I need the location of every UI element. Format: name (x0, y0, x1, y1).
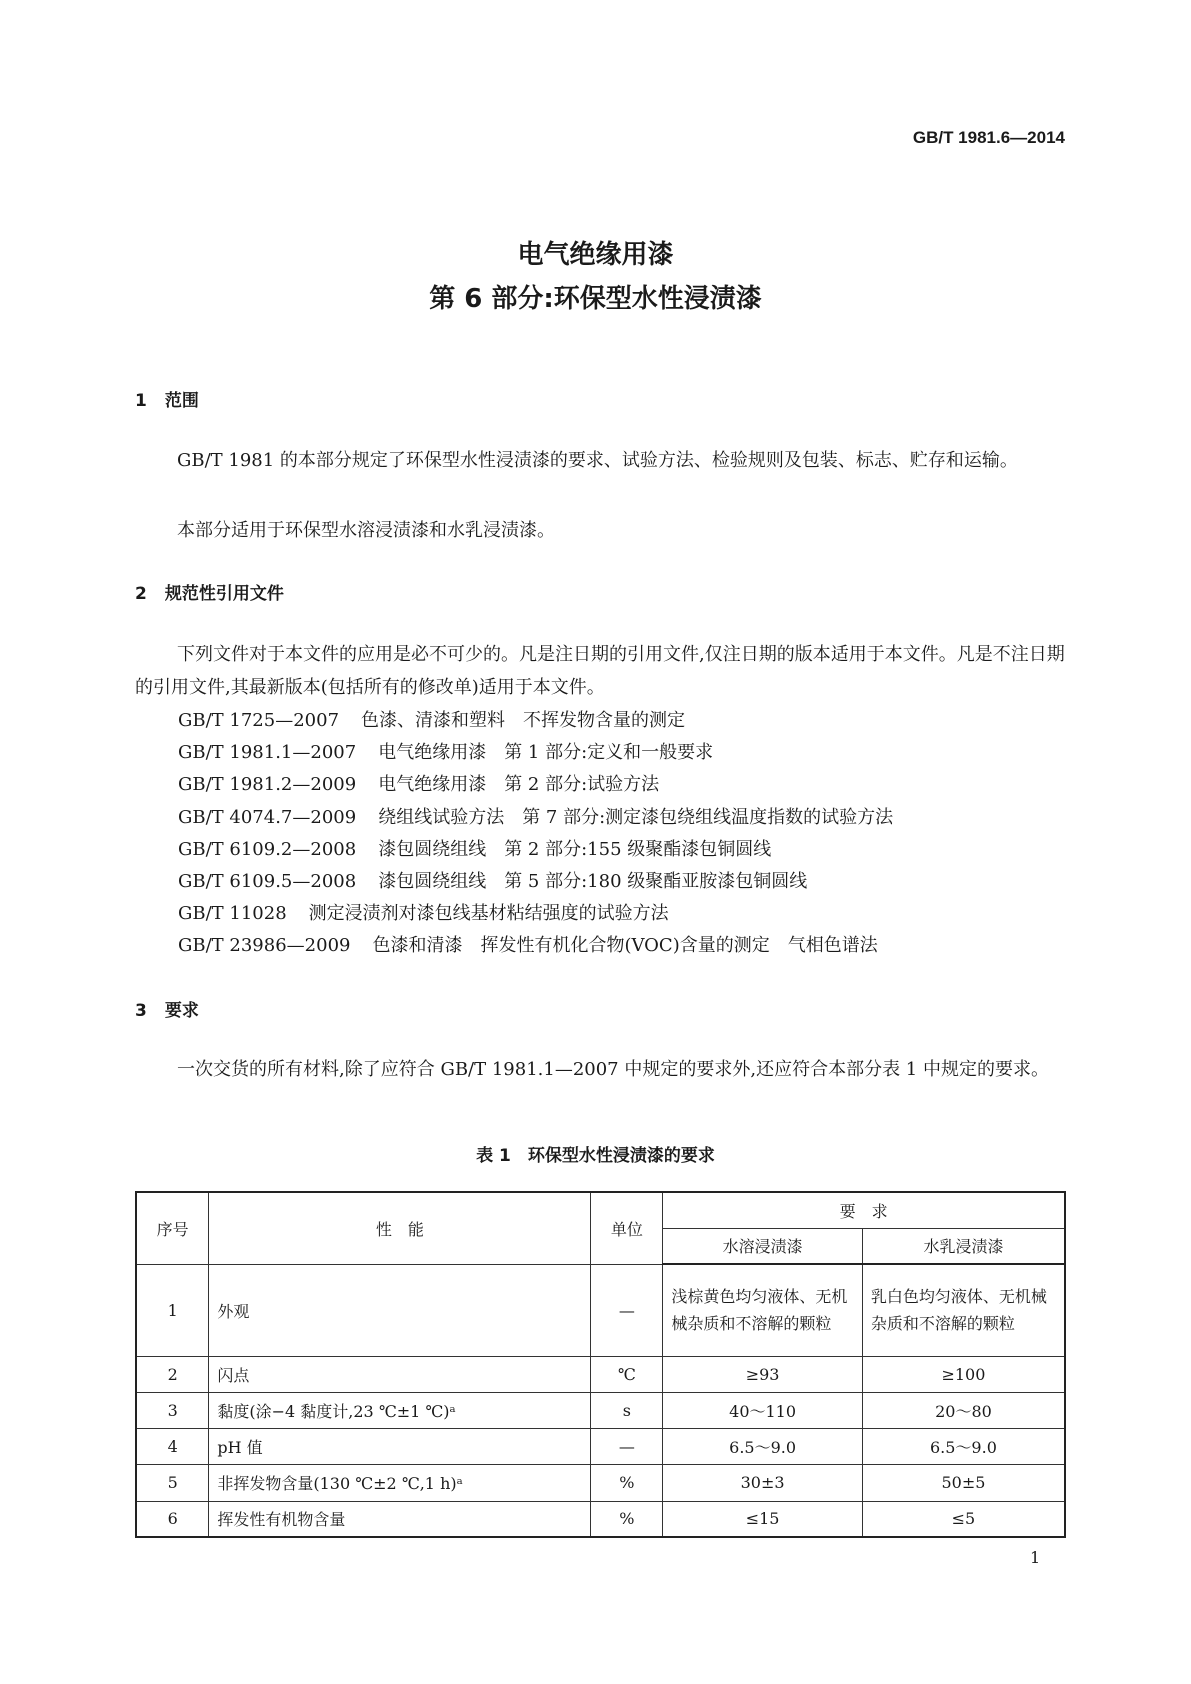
reference-code: GB/T 6109.2—2008 (178, 838, 357, 860)
reference-title: 漆包圆绕组线 第 5 部分:180 级聚酯亚胺漆包铜圆线 (378, 871, 808, 892)
reference-title: 电气绝缘用漆 第 2 部分:试验方法 (378, 774, 660, 796)
cell-water-emulsion: 20～80 (862, 1392, 1065, 1428)
reference-code: GB/T 6109.5—2008 (178, 871, 357, 892)
cell-property: 非挥发物含量(130 ℃±2 ℃,1 h)ᵃ (209, 1464, 591, 1501)
reference-item (178, 706, 685, 732)
section-title: 范围 (164, 391, 199, 411)
cell-unit: s (591, 1392, 663, 1428)
header-requirement: 要 求 (663, 1192, 1065, 1228)
cell-no: 4 (136, 1428, 209, 1464)
requirements-table (135, 1191, 1066, 1538)
cell-property: pH 值 (209, 1428, 591, 1464)
reference-code: GB/T 11028 (178, 903, 287, 925)
reference-item (178, 803, 893, 829)
reference-code: GB/T 1981.2—2009 (178, 774, 357, 796)
cell-no: 2 (136, 1356, 209, 1392)
cell-unit: — (591, 1264, 663, 1356)
cell-water-emulsion: 乳白色均匀液体、无机械杂质和不溶解的颗粒 (862, 1264, 1065, 1356)
reference-title: 色漆和清漆 挥发性有机化合物(VOC)含量的测定 气相色谱法 (372, 935, 878, 957)
section-title: 要求 (164, 1001, 199, 1021)
table-row (136, 1501, 1065, 1537)
header-water-soluble: 水溶浸渍漆 (663, 1228, 863, 1264)
reference-title: 漆包圆绕组线 第 2 部分:155 级聚酯漆包铜圆线 (378, 838, 772, 860)
cell-water-emulsion: ≤5 (862, 1501, 1065, 1537)
header-no: 序号 (136, 1192, 209, 1264)
reference-title: 测定浸渍剂对漆包线基材粘结强度的试验方法 (308, 903, 669, 925)
cell-no: 1 (136, 1264, 209, 1356)
cell-water-soluble: 30±3 (663, 1464, 863, 1501)
cell-water-soluble: ≥93 (663, 1356, 863, 1392)
reference-code: GB/T 4074.7—2009 (178, 806, 357, 828)
section-title: 规范性引用文件 (164, 584, 284, 604)
reference-item (178, 738, 713, 764)
doc-subtitle: 第 6 部分:环保型水性浸渍漆 (429, 284, 762, 314)
section-2-heading (135, 579, 284, 604)
cell-no: 3 (136, 1392, 209, 1428)
section-number: 2 (135, 584, 147, 604)
section-number: 3 (135, 1001, 147, 1021)
cell-unit: % (591, 1464, 663, 1501)
paragraph: 一次交货的所有材料,除了应符合 GB/T 1981.1—2007 中规定的要求外,还应符合本部分表 1 中规定的要求。 (177, 1059, 1049, 1080)
cell-water-emulsion: 50±5 (862, 1464, 1065, 1501)
paragraph: GB/T 1981 的本部分规定了环保型水性浸渍漆的要求、试验方法、检验规则及包装、标志、贮存和运输。 (177, 450, 1018, 471)
cell-property: 挥发性有机物含量 (209, 1501, 591, 1537)
standard-number: GB/T 1981.6—2014 (912, 128, 1065, 147)
cell-unit: ℃ (591, 1356, 663, 1392)
section-1-heading (135, 386, 199, 411)
header-water-emulsion: 水乳浸渍漆 (862, 1228, 1065, 1264)
table-caption: 表 1 环保型水性浸渍漆的要求 (476, 1146, 715, 1166)
reference-item (178, 835, 771, 861)
section-number: 1 (135, 391, 147, 411)
cell-no: 5 (136, 1464, 209, 1501)
cell-no: 6 (136, 1501, 209, 1537)
table-row (136, 1428, 1065, 1464)
section-3-heading (135, 996, 199, 1021)
cell-water-soluble: 浅棕黄色均匀液体、无机械杂质和不溶解的颗粒 (663, 1264, 863, 1356)
reference-code: GB/T 1725—2007 (178, 710, 340, 731)
cell-property: 闪点 (209, 1356, 591, 1392)
reference-code: GB/T 1981.1—2007 (178, 742, 357, 764)
reference-item (178, 931, 878, 957)
paragraph: 下列文件对于本文件的应用是必不可少的。凡是注日期的引用文件,仅注日期的版本适用于本文件。凡是不注日期的引用文件,其最新版本(包括所有的修改单)适用于本文件。 (135, 644, 1065, 698)
cell-property: 黏度(涂−4 黏度计,23 ℃±1 ℃)ᵃ (209, 1392, 591, 1428)
cell-property: 外观 (209, 1264, 591, 1356)
doc-title: 电气绝缘用漆 (517, 240, 674, 270)
header-property: 性 能 (209, 1192, 591, 1264)
cell-water-emulsion: 6.5～9.0 (862, 1428, 1065, 1464)
reference-title: 绕组线试验方法 第 7 部分:测定漆包绕组线温度指数的试验方法 (378, 806, 894, 828)
header-unit: 单位 (591, 1192, 663, 1264)
reference-title: 电气绝缘用漆 第 1 部分:定义和一般要求 (378, 742, 714, 764)
cell-unit: — (591, 1428, 663, 1464)
reference-item (178, 899, 669, 925)
reference-item (178, 867, 807, 893)
reference-title: 色漆、清漆和塑料 不挥发物含量的测定 (361, 710, 686, 731)
page-number: 1 (1030, 1548, 1041, 1567)
table-row (136, 1464, 1065, 1501)
cell-water-soluble: 6.5～9.0 (663, 1428, 863, 1464)
table-row (136, 1356, 1065, 1392)
paragraph: 本部分适用于环保型水溶浸渍漆和水乳浸渍漆。 (177, 520, 555, 541)
cell-water-soluble: ≤15 (663, 1501, 863, 1537)
reference-item (178, 770, 659, 796)
cell-water-emulsion: ≥100 (862, 1356, 1065, 1392)
cell-unit: % (591, 1501, 663, 1537)
table-row (136, 1264, 1065, 1356)
reference-code: GB/T 23986—2009 (178, 935, 351, 957)
table-row (136, 1392, 1065, 1428)
cell-water-soluble: 40～110 (663, 1392, 863, 1428)
